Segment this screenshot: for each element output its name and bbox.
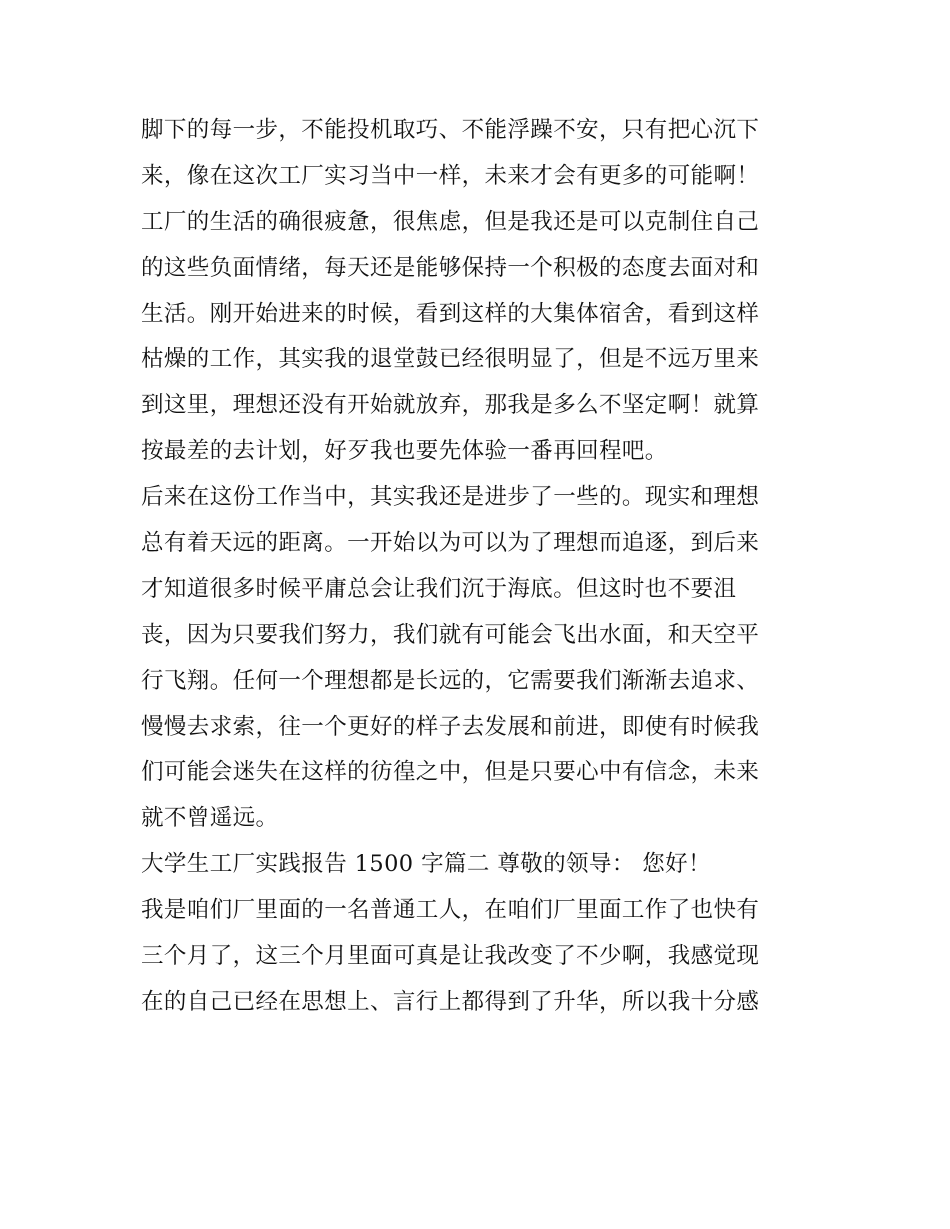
text-line: 才知道很多时候平庸总会让我们沉于海底。但这时也不要沮 xyxy=(141,575,737,602)
text-line: 行飞翔。任何一个理想都是长远的，它需要我们渐渐去追求、 xyxy=(141,667,760,694)
text-line: 们可能会迷失在这样的彷徨之中，但是只要心中有信念，未来 xyxy=(141,759,760,786)
text-line: 按最差的去计划，好歹我也要先体验一番再回程吧。 xyxy=(141,438,668,465)
text-line: 三个月了，这三个月里面可真是让我改变了不少啊，我感觉现 xyxy=(141,943,760,970)
text-line: 生活。刚开始进来的时候，看到这样的大集体宿舍，看到这样 xyxy=(141,300,760,327)
text-line: 总有着天远的距离。一开始以为可以为了理想而追逐，到后来 xyxy=(141,530,760,557)
text-line: 到这里，理想还没有开始就放弃，那我是多么不坚定啊！就算 xyxy=(141,392,760,419)
text-line: 枯燥的工作，其实我的退堂鼓已经很明显了，但是不远万里来 xyxy=(141,346,760,373)
text-line: 后来在这份工作当中，其实我还是进步了一些的。现实和理想 xyxy=(141,484,760,511)
text-line: 慢慢去求索，往一个更好的样子去发展和前进，即使有时候我 xyxy=(141,713,760,740)
text-line: 的这些负面情绪，每天还是能够保持一个积极的态度去面对和 xyxy=(141,254,760,281)
text-line: 工厂的生活的确很疲惫，很焦虑，但是我还是可以克制住自己 xyxy=(141,208,760,235)
text-line: 我是咱们厂里面的一名普通工人，在咱们厂里面工作了也快有 xyxy=(141,897,760,924)
section-heading-line: 大学生工厂实践报告 1500 字篇二 尊敬的领导： 您好！ xyxy=(141,851,711,878)
text-line: 来，像在这次工厂实习当中一样，未来才会有更多的可能啊！ xyxy=(141,162,760,189)
document-body xyxy=(141,108,813,1026)
text-line: 脚下的每一步，不能投机取巧、不能浮躁不安，只有把心沉下 xyxy=(141,117,760,143)
text-line: 在的自己已经在思想上、言行上都得到了升华，所以我十分感 xyxy=(141,988,760,1015)
text-line: 就不曾遥远。 xyxy=(141,805,279,832)
text-line: 丧，因为只要我们努力，我们就有可能会飞出水面，和天空平 xyxy=(141,621,760,648)
